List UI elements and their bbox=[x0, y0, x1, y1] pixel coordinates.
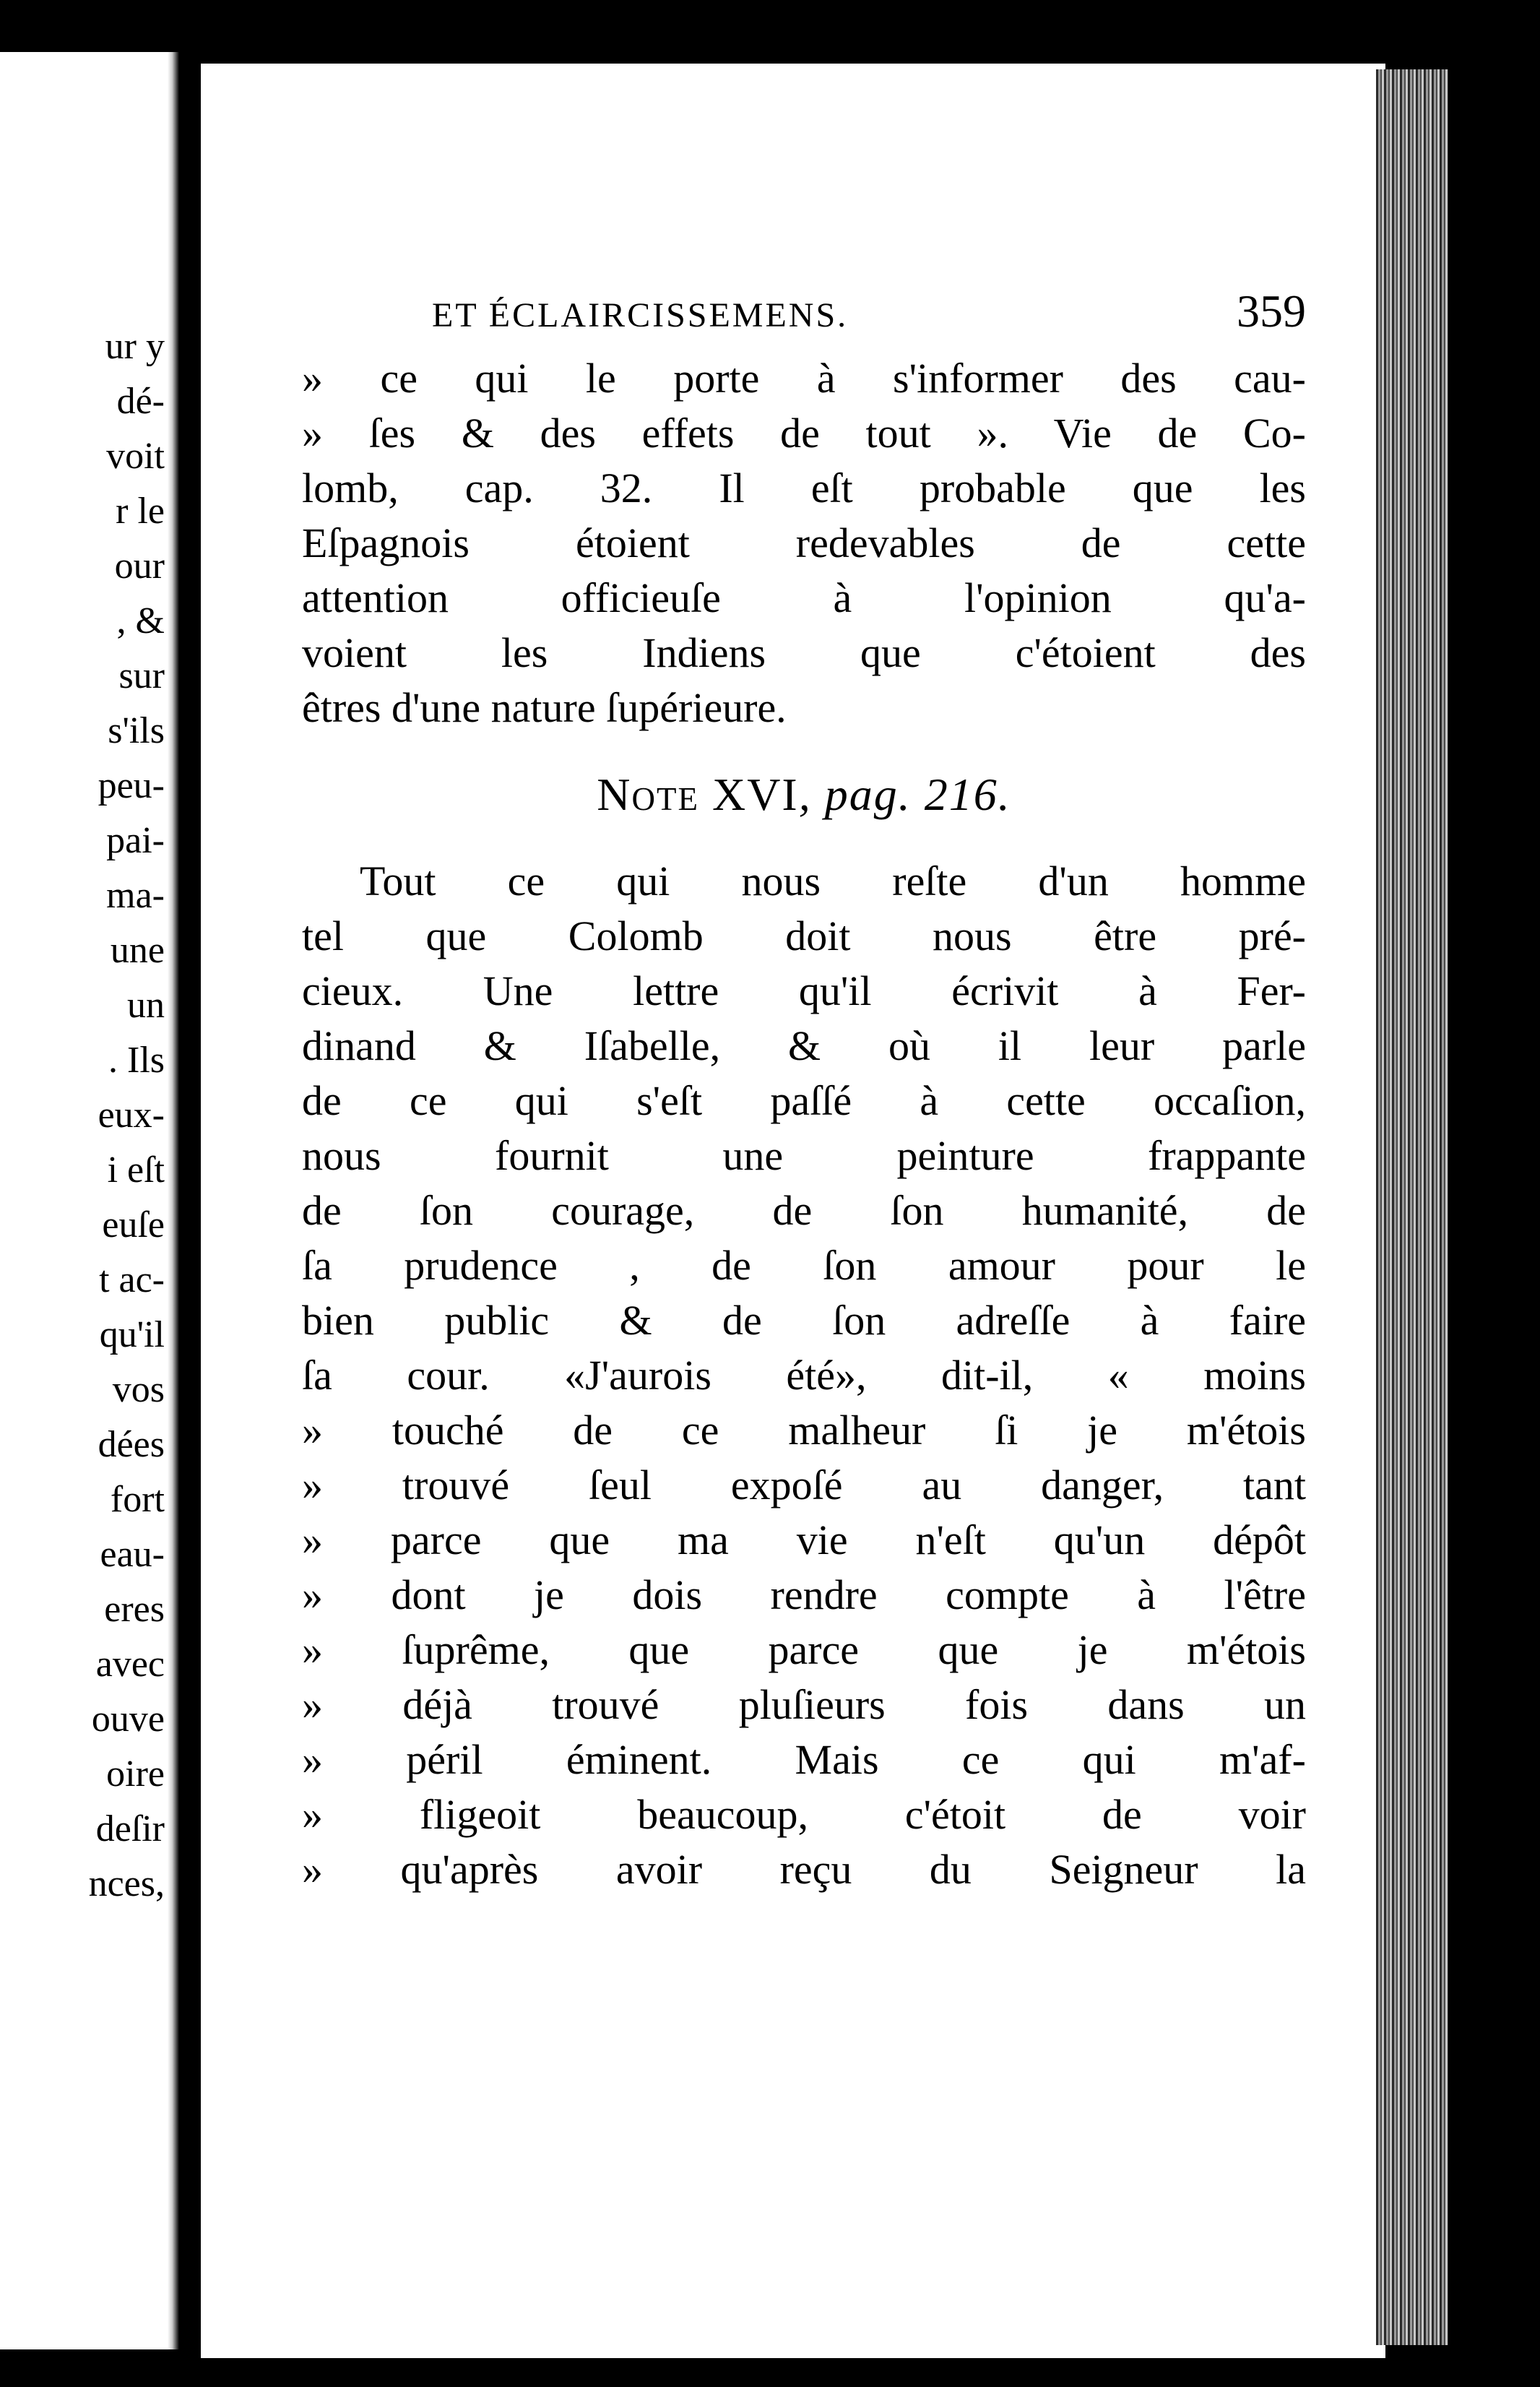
note-number: XVI bbox=[711, 769, 799, 820]
left-page-line-ends bbox=[89, 319, 165, 1912]
left-line: eau- bbox=[100, 1534, 165, 1575]
left-line: , & bbox=[116, 600, 165, 642]
left-line: dées bbox=[98, 1424, 165, 1465]
text-line: Eſpagnois étoient redevables de cette bbox=[302, 519, 1306, 566]
left-line: s'ils bbox=[108, 710, 165, 751]
text-line: » touché de ce malheur ſi je m'étois bbox=[302, 1407, 1306, 1454]
left-line: oire bbox=[106, 1753, 165, 1795]
left-line: eux- bbox=[98, 1095, 165, 1136]
text-line: » ſes & des effets de tout ». Vie de Co- bbox=[302, 410, 1306, 457]
text-line: êtres d'une nature ſupérieure. bbox=[302, 684, 787, 731]
text-line: attention officieuſe à l'opinion qu'a- bbox=[302, 574, 1306, 621]
left-line: ouve bbox=[91, 1698, 165, 1740]
page-number: 359 bbox=[1237, 285, 1306, 337]
text-line: ſa prudence , de ſon amour pour le bbox=[302, 1242, 1306, 1289]
note-paragraph bbox=[302, 854, 1306, 1897]
text-line: tel que Colomb doit nous être pré- bbox=[302, 912, 1306, 959]
left-line: euſe bbox=[102, 1204, 165, 1246]
text-line: » ce qui le porte à s'informer des cau- bbox=[302, 355, 1306, 402]
text-line: » trouvé ſeul expoſé au danger, tant bbox=[302, 1462, 1306, 1508]
text-line: lomb, cap. 32. Il eſt probable que les bbox=[302, 465, 1306, 512]
note-label: Note bbox=[597, 769, 699, 820]
text-line: ſa cour. «J'aurois été», dit-il, « moins bbox=[302, 1352, 1306, 1399]
note-page-ref: , pag. 216. bbox=[798, 769, 1011, 820]
text-line: de ſon courage, de ſon humanité, de bbox=[302, 1187, 1306, 1234]
left-line: deſir bbox=[95, 1808, 165, 1849]
left-line: nces, bbox=[88, 1863, 165, 1904]
page-edges bbox=[1376, 69, 1470, 2345]
text-line: » ſuprême, que parce que je m'étois bbox=[302, 1626, 1306, 1673]
paragraph-continued bbox=[302, 351, 1306, 735]
text-line: bien public & de ſon adreſſe à faire bbox=[302, 1297, 1306, 1344]
text-line: » qu'après avoir reçu du Seigneur la bbox=[302, 1846, 1306, 1893]
text-line: » déjà trouvé pluſieurs fois dans un bbox=[302, 1681, 1306, 1728]
left-line: un bbox=[127, 985, 165, 1026]
page-gutter bbox=[168, 52, 179, 2349]
left-line: . Ils bbox=[108, 1040, 165, 1081]
text-line: Tout ce qui nous reſte d'un homme bbox=[360, 858, 1306, 905]
left-line: our bbox=[114, 545, 165, 587]
text-line: cieux. Une lettre qu'il écrivit à Fer- bbox=[302, 967, 1306, 1014]
left-line: avec bbox=[95, 1644, 165, 1685]
left-line: pai- bbox=[106, 820, 165, 861]
left-line: une bbox=[110, 930, 165, 971]
left-line: qu'il bbox=[99, 1314, 165, 1355]
left-line: peu- bbox=[98, 765, 165, 806]
left-facing-page bbox=[0, 52, 179, 2349]
book-binding bbox=[179, 0, 201, 2387]
running-head-title: ET ÉCLAIRCISSEMENS. bbox=[432, 296, 849, 334]
text-line: dinand & Iſabelle, & où il leur parle bbox=[302, 1022, 1306, 1069]
text-line: nous fournit une peinture frappante bbox=[302, 1132, 1306, 1179]
left-line: dé- bbox=[116, 381, 165, 422]
left-line: i eſt bbox=[107, 1149, 165, 1191]
left-line: sur bbox=[118, 655, 165, 696]
left-line: eres bbox=[104, 1589, 165, 1630]
text-line: » fligeoit beaucoup, c'étoit de voir bbox=[302, 1791, 1306, 1838]
left-line: ur y bbox=[105, 326, 165, 367]
right-page bbox=[201, 64, 1385, 2358]
text-line: voient les Indiens que c'étoient des bbox=[302, 629, 1306, 676]
page-text-block bbox=[302, 285, 1306, 1897]
left-line: vos bbox=[112, 1369, 165, 1410]
left-line: fort bbox=[110, 1479, 165, 1520]
left-line: t ac- bbox=[99, 1259, 165, 1300]
note-heading bbox=[302, 735, 1306, 854]
text-line: » parce que ma vie n'eſt qu'un dépôt bbox=[302, 1516, 1306, 1563]
left-line: voit bbox=[106, 436, 165, 477]
left-line: ma- bbox=[106, 875, 165, 916]
text-line: » dont je dois rendre compte à l'être bbox=[302, 1571, 1306, 1618]
text-line: » péril éminent. Mais ce qui m'af- bbox=[302, 1736, 1306, 1783]
running-head bbox=[302, 285, 1306, 351]
text-line: de ce qui s'eſt paſſé à cette occaſion, bbox=[302, 1077, 1306, 1124]
left-line: r le bbox=[116, 491, 165, 532]
